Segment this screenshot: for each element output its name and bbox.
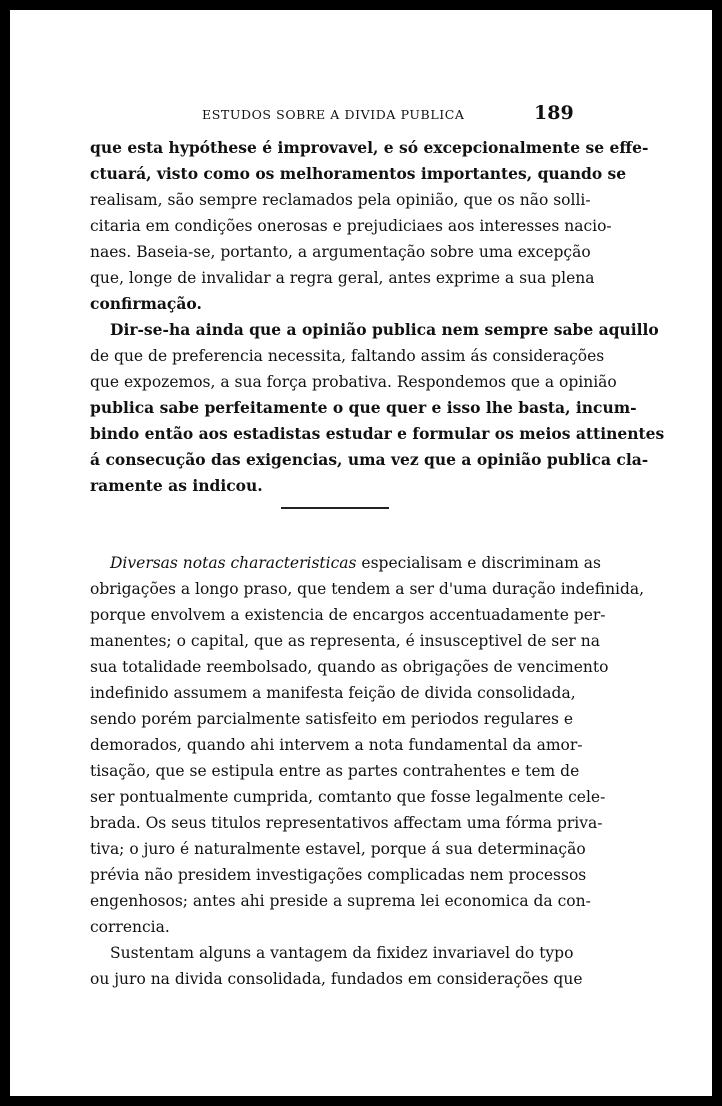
text-line: ramente as indicou. [90, 476, 263, 495]
book-page [10, 10, 712, 1096]
text-line: á consecução das exigencias, uma vez que a opinião publica cla- [90, 450, 649, 469]
text-line: correncia. [90, 918, 170, 936]
text-line: demorados, quando ahi intervem a nota fundamental da amor- [90, 736, 583, 754]
text-line: que esta hypóthese é improvavel, e só excepcionalmente se effe- [90, 138, 649, 157]
text-line: engenhosos; antes ahi preside a suprema lei economica da con- [90, 892, 591, 910]
text-line: ctuará, visto como os melhoramentos importantes, quando se [90, 164, 627, 183]
text-line: que expozemos, a sua força probativa. Respondemos que a opinião [90, 373, 617, 391]
text-block-upper [90, 135, 665, 499]
section-divider [281, 507, 389, 509]
text-line: naes. Baseia-se, portanto, a argumentação sobre uma excepção [90, 243, 591, 261]
text-line: prévia não presidem investigações complicadas nem processos [90, 866, 587, 884]
text-line-rest: especialisam e discriminam as [356, 554, 601, 572]
text-line: de que de preferencia necessita, faltando assim ás considerações [90, 347, 605, 365]
text-line: porque envolvem a existencia de encargos accentuadamente per- [90, 606, 606, 624]
text-line: sua totalidade reembolsado, quando as obrigações de vencimento [90, 658, 609, 676]
text-line: que, longe de invalidar a regra geral, antes exprime a sua plena [90, 269, 595, 287]
text-line: indefinido assumem a manifesta feição de divida consolidada, [90, 684, 576, 702]
running-header [10, 104, 712, 128]
text-line: sendo porém parcialmente satisfeito em periodos regulares e [90, 710, 574, 728]
text-line: Sustentam alguns a vantagem da fixidez invariavel do typo [110, 944, 574, 962]
text-line: tisação, que se estipula entre as partes contrahentes e tem de [90, 762, 580, 780]
text-line: confirmação. [90, 294, 202, 313]
text-block-lower [90, 550, 645, 992]
text-line: Dir-se-ha ainda que a opinião publica nem sempre sabe aquillo [110, 320, 659, 339]
text-line [90, 550, 601, 576]
page-number: 189 [534, 102, 574, 124]
text-line: realisam, são sempre reclamados pela opinião, que os não solli- [90, 191, 591, 209]
text-line: ou juro na divida consolidada, fundados em considerações que [90, 970, 583, 988]
text-line: manentes; o capital, que as representa, é insusceptivel de ser na [90, 632, 600, 650]
text-line: obrigações a longo praso, que tendem a ser d'uma duração indefinida, [90, 580, 645, 598]
text-line: tiva; o juro é naturalmente estavel, porque á sua determinação [90, 840, 586, 858]
text-line: brada. Os seus titulos representativos affectam uma fórma priva- [90, 814, 603, 832]
text-line: publica sabe perfeitamente o que quer e isso lhe basta, incum- [90, 398, 637, 417]
text-line: citaria em condições onerosas e prejudiciaes aos interesses nacio- [90, 217, 612, 235]
running-title: ESTUDOS SOBRE A DIVIDA PUBLICA [202, 107, 465, 122]
text-line: bindo então aos estadistas estudar e formular os meios attinentes [90, 424, 665, 443]
italic-phrase: Diversas notas characteristicas [110, 554, 357, 572]
text-line: ser pontualmente cumprida, comtanto que fosse legalmente cele- [90, 788, 606, 806]
